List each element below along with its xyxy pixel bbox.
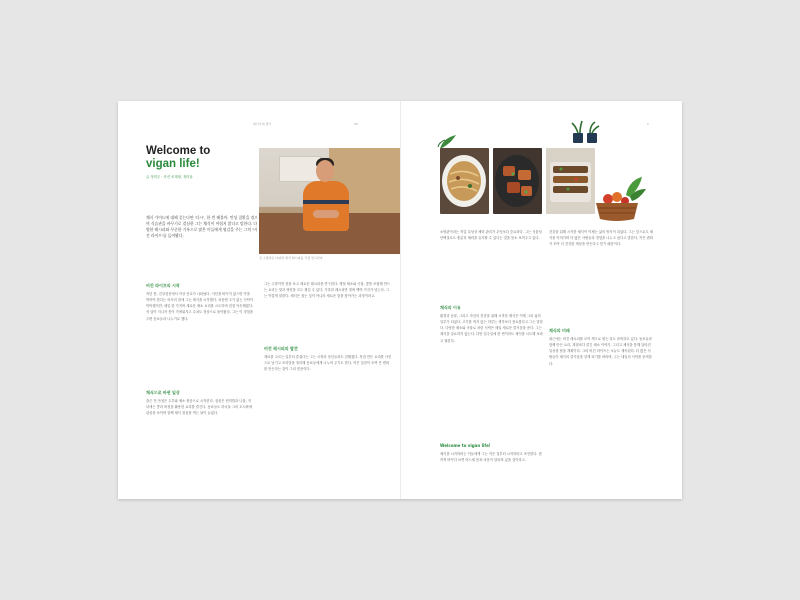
col3-heading-1: 채식의 이유	[440, 305, 461, 310]
article-title	[146, 145, 210, 171]
col2-body-2: 재료를 고르는 일부터 즐겁다는 그는 시장의 상인들과도 친해졌다. 직접 만든 요리를 사진으로 남기고 조리법을 정리해 동료들에게 나누어 주기도 한다. 작은 실천이 모여 큰 변화를 만든다는 것이 그의 믿음이다.	[264, 355, 392, 372]
page-marker: 55	[354, 122, 358, 126]
food-photo-noodles	[440, 148, 489, 214]
firefighter-photo	[259, 148, 400, 254]
page-fold	[400, 101, 401, 499]
col4-heading: 채식의 미래	[549, 328, 570, 333]
col2-body-1: 그는 주말이면 장을 보고 새로운 레시피를 연구한다. 제철 채소와 곡물, 콩을 조합해 만드는 요리는 맛과 영양을 모두 챙길 수 있다. 기록한 레시피만 벌써 백여 가지가 넘는다. 그는 이렇게 말한다. 채식은 참는 것이 아니라 새로운 맛을 찾아가는 과정이라고.	[264, 282, 391, 299]
food-photo-tofu	[493, 148, 542, 214]
potted-plant-icon	[570, 119, 600, 149]
vegetable-basket-icon	[590, 175, 648, 223]
col1-heading-1: 비건 라이프의 시작	[146, 283, 180, 288]
photo-caption: 김 소방관은 다양한 채식 레시피를 직접 연구한다	[259, 256, 323, 260]
page-number-right: 1	[647, 122, 649, 126]
col4-body-2: 최근에는 비건 레시피를 모아 책으로 엮는 일도 준비하고 있다. 동료들과 함께 만든 요리, 계절마다 즐긴 채소 이야기, 그리고 채식을 통해 달라진 일상을 담을 계획이다. 그의 비건 라이프는 오늘도 계속된다. 더 많은 사람들이 채식의 즐거움을 알게 되기를 바라며, 그는 내일의 식탁을 준비한다.	[549, 337, 652, 366]
title-line-1: Welcome to	[146, 145, 211, 157]
title-line-2: vigan life!	[146, 158, 200, 170]
col3-body-1: 소방관이라는 직업 특성상 체력 관리가 무엇보다 중요하다. 그는 식물성 단백질로도 충분히 체력을 유지할 수 있다는 것을 몸소 보여주고 있다.	[440, 230, 542, 241]
col3-body-3: 채식을 시작하려는 이들에게 그는 작은 것부터 시작하라고 조언한다. 한 끼씩 바꾸다 보면 어느새 몸과 마음이 달라져 있을 것이라고.	[440, 452, 542, 463]
col2-heading: 비건 레시피의 발견	[264, 346, 298, 351]
col1-heading-2: 채식으로 바뀐 일상	[146, 390, 180, 395]
food-photo-skewers	[546, 148, 595, 214]
left-page-header: 혁신가의 생각	[253, 122, 272, 126]
col4-body-1: 건강을 위해 시작한 채식이 이제는 삶의 방식이 되었다. 그는 앞으로도 채식을 이어가며 더 많은 사람들과 경험을 나누고 싶다고 말한다. 작은 변화가 모여 더 건강한 세상을 만든다고 믿기 때문이다.	[549, 230, 653, 247]
col1-body-1: 작년 봄, 건강검진에서 이상 신호가 나타났다. 식단을 바꾸지 않으면 약을 먹어야 한다는 의사의 말에 그는 채식을 시작했다. 처음엔 고기 없는 식탁이 막막했지만, 매일 한 가지씩 새로운 채소 요리를 시도하며 점점 익숙해졌다. 석 달이 지나자 몸이 가벼워지고 수치도 정상으로 돌아왔다. 그는 이 경험을 주변 동료들과 나누기로 했다.	[146, 292, 254, 321]
byline: 글 정미우 · 사진 조재형, 정미윤	[146, 175, 193, 179]
col3-body-2: 환경과 동물, 그리고 자신의 건강을 위해 시작한 채식은 이제 그의 삶의 일부가 되었다. 고기를 먹지 않는 하루는 생각보다 풍요롭다고 그는 말한다. 다양한 채소와 곡물로 차린 식탁은 매일 새로운 즐거움을 준다. 그는 채식을 강요하지 않는다. 다만 일주일에 한 번이라도 채식을 시도해 보라고 권한다.	[440, 314, 543, 343]
magazine-spread	[118, 101, 682, 499]
col1-body-2: 출근 전 아침은 두부와 채소 볶음으로 시작한다. 점심은 현미밥과 나물, 저녁에는 콩과 버섯을 활용한 요리를 즐긴다. 동료들도 하나둘 그의 도시락에 관심을 보이며 함께 채식 점심을 먹는 날이 늘었다.	[146, 399, 253, 416]
lead-paragraph: 채식 가이드에 대해 묻는다면 '다시', 한 번 해볼까. 만성 질환을 겪으며 식습관을 바꾸기로 결심한 그는 채식이 어렵지 않다고 말한다. 다양한 레시피와 꾸준한 기록으로 많은 이들에게 영감을 주는 그의 '비건 라이프'를 들어봤다.	[146, 215, 258, 239]
col3-heading-2: Welcome to vigan life!	[440, 443, 491, 448]
